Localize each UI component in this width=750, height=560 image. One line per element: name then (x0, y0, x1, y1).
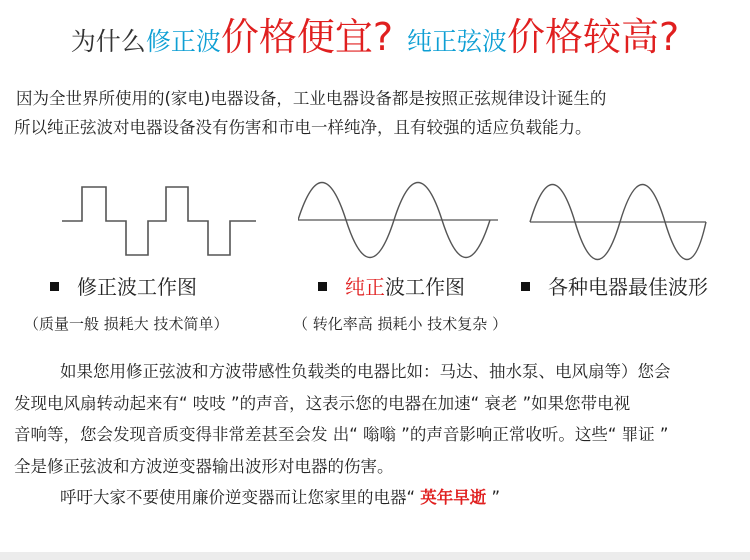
title-part5: 价格较高? (507, 15, 680, 59)
title-part4: 纯正弦波 (407, 27, 508, 56)
body-paragraph (14, 356, 738, 514)
pure-sine-wave-diagram (298, 180, 498, 266)
caption-pure-sine (318, 272, 465, 302)
intro-line-1: 因为全世界所使用的(家电)电器设备，工业电器设备都是按照正弦规律设计诞生的 (16, 89, 607, 108)
subcaption-modified-wave: （质量一般 损耗大 技术简单） (24, 315, 229, 333)
caption-modified-wave-text: 修正波工作图 (77, 275, 197, 299)
body-line-2: 发现电风扇转动起来有“ 吱吱 ”的声音，这表示您的电器在加速“ 衰老 ”如果您带电视 (14, 393, 631, 413)
intro-line-2: 所以纯正弦波对电器设备没有伤害和市电一样纯净，且有较强的适应负载能力。 (14, 118, 592, 137)
square-bullet-icon (50, 282, 59, 291)
body-line-5-post: ” (486, 488, 501, 507)
body-line-5-pre: 呼吁大家不要使用廉价逆变器而让您家里的电器“ (60, 488, 421, 507)
best-waveform-diagram (526, 180, 716, 266)
body-line-5 (14, 482, 738, 514)
caption-best-waveform (521, 272, 708, 302)
body-line-5-red: 英年早逝 (420, 488, 487, 507)
caption-pure-sine-red: 纯正 (345, 275, 385, 299)
title-part2: 修正波 (145, 27, 221, 56)
caption-best-waveform-text: 各种电器最佳波形 (548, 275, 708, 299)
title-part3: 价格便宜? (220, 15, 393, 59)
page-title (0, 6, 750, 68)
title-part1: 为什么 (70, 27, 146, 56)
body-line-1: 如果您用修正弦波和方波带感性负载类的电器比如：马达、抽水泵、电风扇等）您会 (60, 362, 671, 381)
square-bullet-icon (318, 282, 327, 291)
bottom-divider (0, 552, 750, 560)
caption-pure-sine-text: 波工作图 (385, 275, 465, 299)
subcaption-pure-sine: （ 转化率高 损耗小 技术复杂 ） (293, 315, 508, 333)
caption-modified-wave (50, 272, 197, 302)
body-line-4: 全是修正弦波和方波逆变器输出波形对电器的伤害。 (14, 456, 394, 476)
square-bullet-icon (521, 282, 530, 291)
modified-wave-diagram (60, 183, 260, 263)
body-line-3: 音响等，您会发现音质变得非常差甚至会发 出“ 嗡嗡 ”的声音影响正常收听。这些“ 罪证 ” (14, 425, 669, 444)
intro-paragraph (14, 84, 738, 142)
modified-wave-line (62, 187, 256, 255)
